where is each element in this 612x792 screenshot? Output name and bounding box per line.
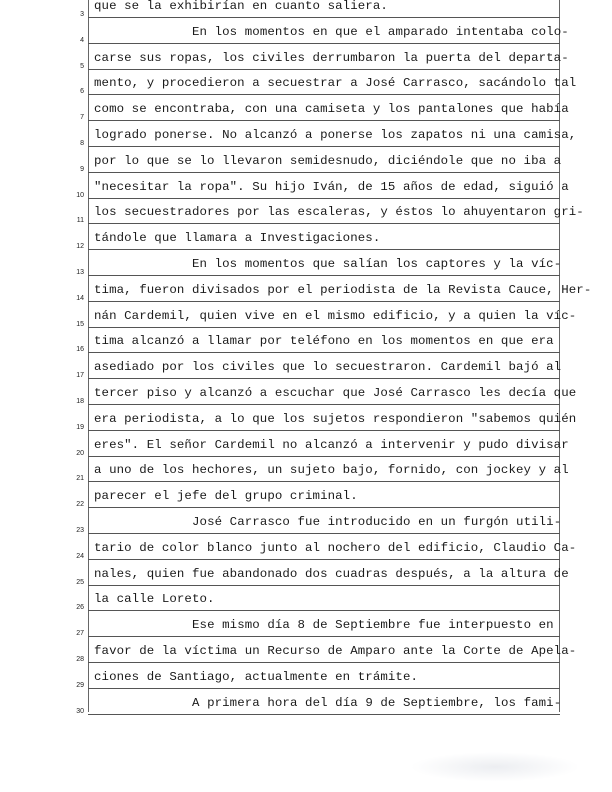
line-text: eres". El señor Cardemil no alcanzó a intervenir y pudo divisar [94,437,569,452]
line-number: 5 [80,62,84,70]
document-line [88,70,577,95]
line-number: 24 [76,552,84,560]
document-line [88,199,584,224]
line-number: 10 [76,191,84,199]
document-line [88,457,569,482]
line-text: tario de color blanco junto al nochero del edificio, Claudio Ca- [94,540,577,555]
document-line [88,0,560,18]
document-line [88,328,560,353]
line-number: 7 [80,114,84,122]
document-line [88,535,577,560]
line-number: 4 [80,36,84,44]
line-number: 15 [76,320,84,328]
line-number: 3 [80,11,84,18]
line-number: 25 [76,578,84,586]
line-text: a uno de los hechores, un sujeto bajo, fornido, con jockey y al [94,463,569,478]
line-number: 20 [76,449,84,457]
document-line [88,303,577,328]
line-text: los secuestradores por las escaleras, y éstos lo ahuyentaron gri- [94,205,584,220]
line-text: ciones de Santiago, actualmente en trámite. [94,669,419,684]
line-text: como se encontraba, con una camiseta y los pantalones que había [94,102,569,117]
document-line [88,509,560,534]
line-text: favor de la víctima un Recurso de Amparo ante la Corte de Apela- [94,644,577,658]
line-number: 18 [76,398,84,405]
line-text: asediado por los civiles que lo secuestraron. Cardemil bajó al [94,360,562,375]
line-number: 16 [76,346,84,354]
line-text: En los momentos que salían los captores y la víc- [192,257,562,271]
line-number: 11 [76,217,84,225]
line-text: nán Cardemil, quien vive en el mismo edificio, y a quien la víc- [94,308,577,323]
line-number: 8 [80,140,84,147]
line-text: "necesitar la ropa". Su hijo Iván, de 15 años de edad, siguió a [94,179,569,194]
document-line [88,148,560,173]
line-number: 23 [76,527,84,534]
line-text: logrado ponerse. No alcanzó a ponerse los zapatos ni una camisa, [94,128,577,142]
line-text: tima, fueron divisados por el periodista de la Revista Cauce, Her- [94,282,592,297]
line-number: 19 [76,423,84,431]
line-number: 26 [76,604,84,612]
line-text: tima alcanzó a llamar por teléfono en los momentos en que era [94,334,554,349]
document-line [88,96,569,121]
line-number: 28 [76,656,84,663]
line-text: parecer el jefe del grupo criminal. [94,489,358,504]
line-number: 13 [76,269,84,276]
line-number: 6 [80,88,84,96]
line-number: 22 [76,501,84,509]
document-line [88,690,560,715]
line-text: que se la exhibirían en cuanto saliera. [94,0,388,13]
scan-smudge [410,752,580,782]
document-line [88,174,569,199]
document-line [88,638,577,663]
line-text: En los momentos en que el amparado intentaba colo- [192,24,569,39]
line-text: la calle Loreto. [94,592,215,607]
document-line [88,45,569,70]
document-line [88,225,560,250]
document-line [88,406,577,431]
document-line [88,561,569,586]
document-line [88,586,560,611]
document-line [88,122,577,147]
line-number: 14 [76,294,84,302]
document-line [88,612,560,637]
document-line [88,432,569,457]
line-text: José Carrasco fue introducido en un furgón utili- [192,515,562,529]
line-number: 9 [80,165,84,173]
line-text: carse sus ropas, los civiles derrumbaron la puerta del departa- [94,50,569,65]
document-line [88,354,560,379]
line-text: por lo que se lo llevaron semidesnudo, diciéndole que no iba a [94,153,562,168]
line-number: 21 [76,475,84,483]
line-number: 12 [76,243,84,251]
document-line [88,251,560,276]
line-text: nales, quien fue abandonado dos cuadras después, a la altura de [94,566,569,581]
line-number: 29 [76,681,84,689]
line-text: tándole que llamara a Investigaciones. [94,231,381,246]
line-text: tercer piso y alcanzó a escuchar que José Carrasco les decía que [94,386,577,400]
line-number: 27 [76,630,84,638]
line-number: 30 [76,707,84,715]
line-text: Ese mismo día 8 de Septiembre fue interpuesto en [192,618,554,633]
document-line [88,277,592,302]
line-text: mento, y procedieron a secuestrar a José Carrasco, sacándolo tal [94,76,577,91]
line-number: 17 [76,372,84,380]
line-text: era periodista, a lo que los sujetos respondieron "sabemos quién [94,411,577,426]
document-line [88,664,560,689]
document-line [88,19,569,44]
document-line [88,380,577,405]
line-text: A primera hora del día 9 de Septiembre, los fami- [192,695,562,710]
document-line [88,483,560,508]
